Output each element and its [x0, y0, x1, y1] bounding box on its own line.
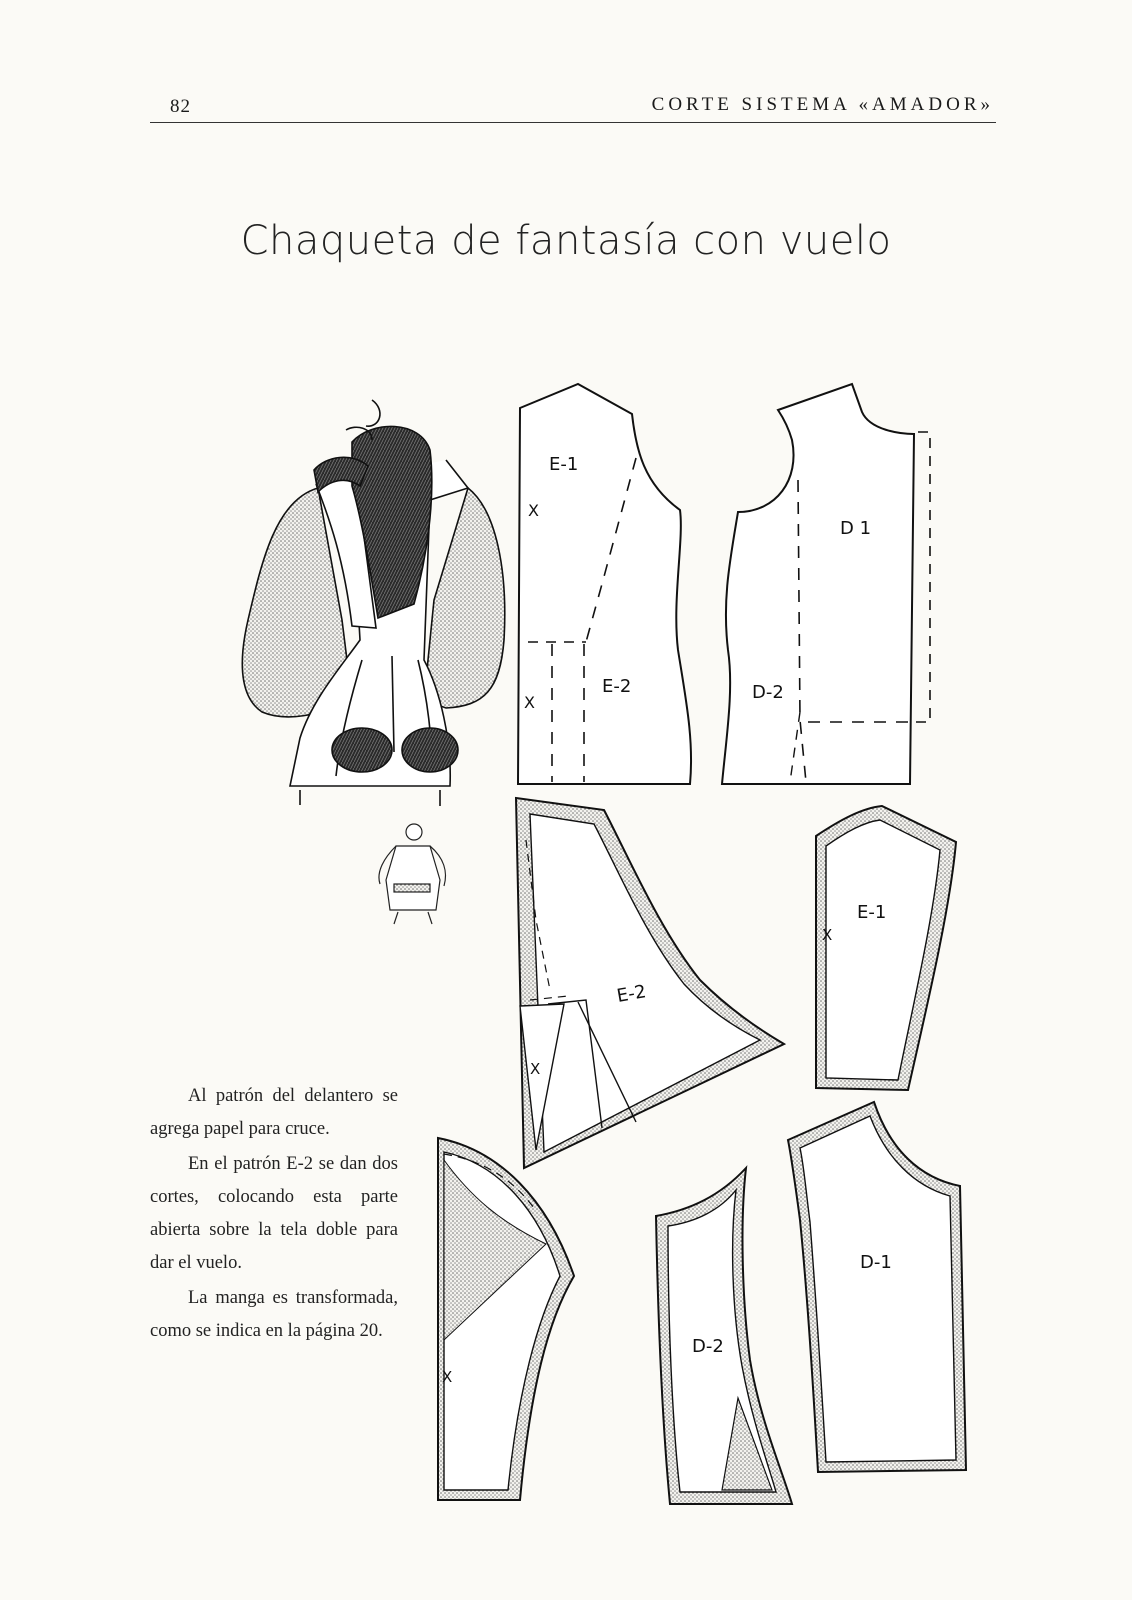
body-text [150, 1080, 398, 1350]
jacket-illustration [242, 400, 504, 806]
paragraph-2: En el patrón E-2 se dan dos cortes, colocando esta parte abierta sobre la tela doble para dar el vuelo. [150, 1154, 398, 1273]
page-title: Chaqueta de fantasía con vuelo [240, 218, 892, 264]
label-d2-bottom: D-2 [692, 1336, 724, 1357]
pattern-e1-small [816, 806, 956, 1090]
paragraph-1: Al patrón del delantero se agrega papel para cruce. [150, 1086, 398, 1139]
label-d1-top: D 1 [840, 518, 872, 539]
running-head: CORTE SISTEMA «AMADOR» [651, 94, 994, 115]
mark-x-5: X [442, 1368, 453, 1386]
label-e1-small: E-1 [857, 902, 887, 923]
fur-trim-right [402, 728, 458, 772]
pattern-front-top [518, 384, 691, 784]
mark-x-2: X [524, 693, 535, 712]
mark-x-4: X [822, 926, 833, 944]
paragraph-3: La manga es transformada, como se indica en la página 20. [150, 1288, 398, 1341]
pattern-e2-flared [516, 798, 784, 1168]
jacket-thumbnail [379, 824, 446, 924]
mark-x-3: X [530, 1060, 541, 1078]
label-d2-top: D-2 [752, 682, 784, 703]
pattern-d1-bottom [788, 1102, 966, 1472]
right-sleeve [424, 488, 505, 708]
fur-trim-left [332, 728, 392, 772]
label-e1-top: E-1 [549, 454, 579, 475]
pattern-d2-bottom [656, 1168, 792, 1504]
label-e2-flared: E-2 [615, 981, 648, 1007]
pattern-sleeve [438, 1138, 574, 1500]
page-number: 82 [170, 96, 191, 117]
label-e2-top: E-2 [602, 676, 632, 697]
label-d1-bottom: D-1 [860, 1252, 892, 1273]
pattern-back-top [722, 384, 930, 784]
mark-x-1: X [528, 501, 539, 520]
